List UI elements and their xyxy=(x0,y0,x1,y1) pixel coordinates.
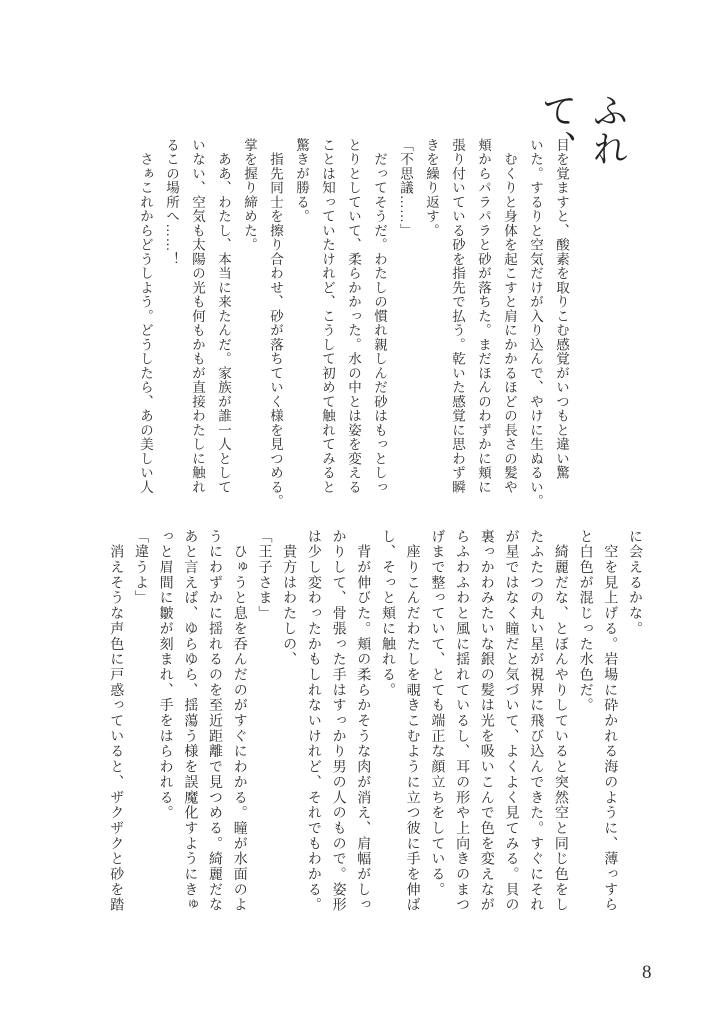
text-line: は少し変わったかもしれないけれど、それでもわかる。 xyxy=(305,529,321,913)
text-line: らふわふわと風に揺れているし、耳の形や上向きのまつ xyxy=(454,529,470,913)
text-line: いない、空気も太陽の光も何もかもが直接わたしに触れ xyxy=(190,138,205,495)
text-block-lower xyxy=(100,529,646,929)
text-line: るこの場所へ……！ xyxy=(164,138,179,267)
text-line: たふたつの丸い星が視界に飛び込んできた。すぐにそれ xyxy=(528,529,544,913)
text-line: 空を見上げる。岩場に砕かれる海のように、薄っすら xyxy=(602,529,618,913)
text-line: とりとしていて、柔らかかった。水の中とは姿を変える xyxy=(346,138,361,495)
text-line: 張り付いている砂を指先で払う。乾いた感覚に思わず瞬 xyxy=(450,138,465,495)
text-line: っと眉間に皺が刻まれ、手をはらわれる。 xyxy=(157,529,173,821)
text-line: 驚きが勝る。 xyxy=(294,138,309,224)
text-line: し、そっと頬に触れる。 xyxy=(379,529,395,698)
text-line: 「違うよ」 xyxy=(132,529,148,606)
text-line: さぁこれからどうしよう。どうしたら、あの美しい人 xyxy=(138,138,153,495)
text-line: ことは知っていたけれど、こうして初めて触れてみると xyxy=(320,138,335,495)
text-line: 掌を握り締めた。 xyxy=(242,138,257,252)
text-line: だってそうだ。わたしの慣れ親しんだ砂はもっとしっ xyxy=(372,138,387,495)
text-line: きを繰り返す。 xyxy=(424,138,439,238)
text-line: 座りこんだわたしを覗きこむように立つ彼に手を伸ば xyxy=(404,529,420,913)
text-line: 背が伸びた。頬の柔らかそうな肉が消え、肩幅がしっ xyxy=(355,529,371,913)
text-line: 指先同士を擦り合わせ、砂が落ちていく様を見つめる。 xyxy=(268,138,283,509)
text-line: に会えるかな。 xyxy=(627,529,642,637)
text-line: と白色が混じった水色だ。 xyxy=(577,529,593,714)
text-line: うにわずかに揺れるのを至近距離で見つめる。綺麗だな xyxy=(207,529,223,913)
page-number: 8 xyxy=(642,962,652,983)
text-line: げまで整っていて、とても端正な顔立ちをしている。 xyxy=(429,529,445,898)
text-block-upper xyxy=(132,138,574,509)
text-line: あと言えば、ゆらゆら、揺蕩う様を誤魔化すようにきゅ xyxy=(182,529,198,913)
text-line: 目を覚ますと、酸素を取りこむ感覚がいつもと違い驚 xyxy=(554,138,569,480)
text-line: 綺麗だな、とぼんやりしていると突然空と同じ色をし xyxy=(552,529,568,913)
text-line: いた。するりと空気だけが入り込んで、やけに生ぬるい。 xyxy=(528,138,543,509)
chapter-title: ふれて、 xyxy=(537,92,628,168)
text-line: 「不思議……」 xyxy=(398,138,413,238)
text-line: ひゅうと息を呑んだのがすぐにわかる。瞳が水面のよ xyxy=(231,529,247,913)
text-line: むくりと身体を起こすと肩にかかるほどの長さの髪や xyxy=(502,138,517,495)
text-line: 裏っかわみたいな銀の髪は光を吸いこんで色を変えなが xyxy=(478,529,494,913)
text-line: ああ、わたし、本当に来たんだ。家族が誰一人として xyxy=(216,138,231,495)
text-line: 貴方はわたしの、 xyxy=(281,529,297,668)
text-line: が星ではなく瞳だと気づいて、よくよく見てみる。貝の xyxy=(503,529,519,913)
text-line: 頬からパラパラと砂が落ちた。まだほんのわずかに頬に xyxy=(476,138,491,495)
text-line: 消えそうな声色に戸惑っていると、ザクザクと砂を踏 xyxy=(108,529,124,913)
text-line: かりして、骨張った手はすっかり男の人のもので。姿形 xyxy=(330,529,346,913)
text-line: 「王子さま」 xyxy=(256,529,272,622)
